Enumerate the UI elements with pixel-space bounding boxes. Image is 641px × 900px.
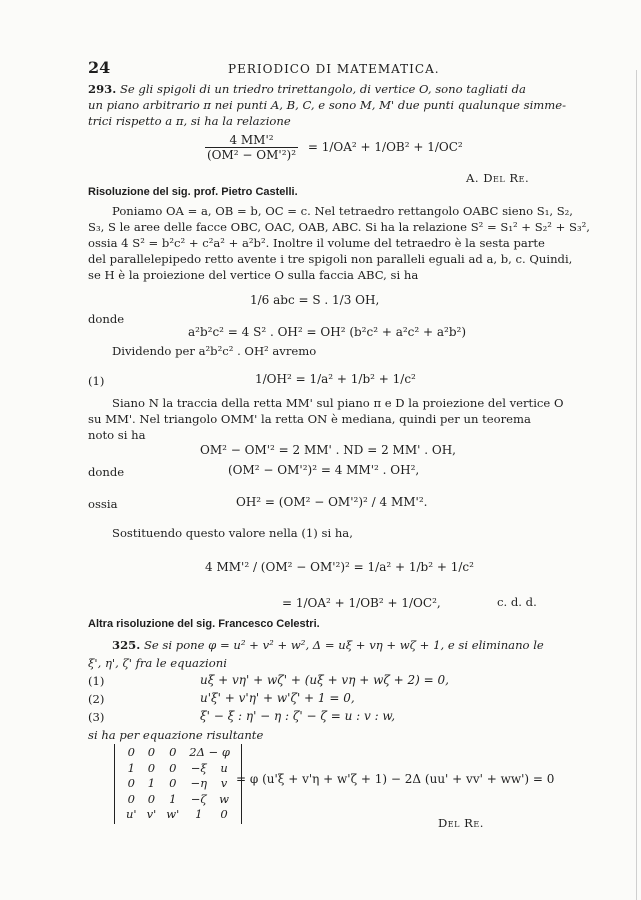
journal-title: PERIODICO DI MATEMATICA. (228, 62, 440, 76)
problem-293-number: 293. (88, 82, 117, 96)
solution1-p1-l5: se H è la proiezione del vertice O sulla faccia ABC, si ha (88, 268, 419, 282)
problem-293-text-l2: un piano arbitrario π nei punti A, B, C, e sono M, M' due punti qualunque simme- (88, 98, 567, 112)
eqC-label: (3) (88, 710, 105, 724)
eq-fraction: $\frac{\text{4 MM'²}}{\text{(OM² − OM'²)²}}$ (207, 133, 297, 162)
eq-rhs: = 1/OA² + 1/OB² + 1/OC² (307, 140, 463, 154)
solution1-p1-l4: del parallelepipedo retto avente i tre spigoli non paralleli eguali ad a, b, c. Quindi, (88, 252, 573, 266)
eq-final-1: 4 MM'² / (OM² − OM'²)² = 1/a² + 1/b² + 1/c² (205, 560, 474, 574)
problem-325-text-l1: Se si pone φ = u² + v² + w², Δ = uξ + vη + wζ + 1, e si eliminano le (143, 638, 544, 652)
problem-325-number: 325. (112, 638, 141, 652)
problem-325-line1 (112, 637, 544, 653)
dividendo-text: Dividendo per a²b²c² . OH² avremo (112, 344, 317, 358)
eq-final-2: = 1/OA² + 1/OB² + 1/OC², (282, 596, 441, 610)
problem-325-text-l2: ξ', η', ζ' fra le equazioni (88, 656, 227, 670)
solution1-p2-l2: su MM'. Nel triangolo OMM' la retta ON è mediana, quindi per un teorema (88, 412, 531, 426)
eqB-label: (2) (88, 692, 105, 706)
matrix-row-3: 0 1 0 −η v (127, 776, 228, 790)
eq1-label: (1) (88, 374, 105, 388)
eq-oh2: OH² = (OM² − OM'²)² / 4 MM'². (236, 495, 428, 509)
author-del-re-1: A. Del Re. (466, 171, 530, 185)
matrix-row-4: 0 0 1 −ζ w (127, 791, 229, 806)
eq-volume: 1/6 abc = S . 1/3 OH, (250, 293, 380, 307)
problem-293-equation (205, 133, 463, 162)
eq-square: (OM² − OM'²)² = 4 MM'² . OH², (228, 463, 420, 477)
eq-oh: a²b²c² = 4 S² . OH² = OH² (b²c² + a²c² + a²b²) (188, 325, 467, 339)
eqA: uξ + vη' + wζ' + (uξ + vη + wζ + 2) = 0, (200, 673, 449, 687)
determinant-matrix (114, 744, 242, 824)
matrix-row-2: 1 0 0 −ξ u (127, 760, 228, 775)
solution1-heading: Risoluzione del sig. prof. Pietro Castelli. (88, 186, 298, 198)
eq-median: OM² − OM'² = 2 MM' . ND = 2 MM' . OH, (200, 443, 456, 457)
determinant (114, 744, 242, 828)
scan-margin-line (636, 70, 637, 900)
cdd: c. d. d. (497, 595, 537, 609)
solution1-p1-l1: Poniamo OA = a, OB = b, OC = c. Nel tetraedro rettangolo OABC sieno S₁, S₂, (112, 204, 573, 218)
donde-2: donde (88, 465, 125, 479)
matrix-row-1: 0 0 0 2Δ − φ (127, 745, 230, 759)
problem-293-text-l3: trici rispetto a π, si ha la relazione (88, 114, 291, 128)
problem-293-line1 (88, 81, 526, 97)
solution1-p1-l3: ossia 4 S² = b²c² + c²a² + a²b². Inoltre il volume del tetraedro è la sesta parte (88, 236, 545, 250)
solution2-heading: Altra risoluzione del sig. Francesco Celestri. (88, 618, 320, 630)
eq1: 1/OH² = 1/a² + 1/b² + 1/c² (255, 372, 416, 386)
solution1-p2-l3: noto si ha (88, 428, 146, 442)
ossia: ossia (88, 497, 118, 511)
page-number: 24 (88, 58, 111, 77)
eqB: u'ξ' + v'η' + w'ζ' + 1 = 0, (200, 691, 355, 705)
solution1-p1-l2: S₃, S le aree delle facce OBC, OAC, OAB, ABC. Si ha la relazione S² = S₁² + S₂² + S₃², (88, 220, 590, 234)
solution1-p2-l1: Siano N la traccia della retta MM' sul piano π e D la proiezione del vertice O (112, 396, 564, 410)
problem-293-text-l1: Se gli spigoli di un triedro trirettangolo, di vertice O, sono tagliati da (119, 82, 526, 96)
matrix-row-5: u' v' w' 1 0 (126, 807, 228, 821)
author-del-re-2: Del Re. (438, 816, 484, 830)
determinant-rhs: = φ (u'ξ + v'η + w'ζ + 1) − 2Δ (uu' + vv' + ww') = 0 (236, 772, 555, 786)
donde-1: donde (88, 312, 125, 326)
eqC: ξ' − ξ : η' − η : ζ' − ζ = u : v : w, (200, 709, 396, 723)
eqA-label: (1) (88, 674, 105, 688)
result-intro: si ha per equazione risultante (88, 728, 264, 742)
sostituendo-text: Sostituendo questo valore nella (1) si ha, (112, 526, 353, 540)
